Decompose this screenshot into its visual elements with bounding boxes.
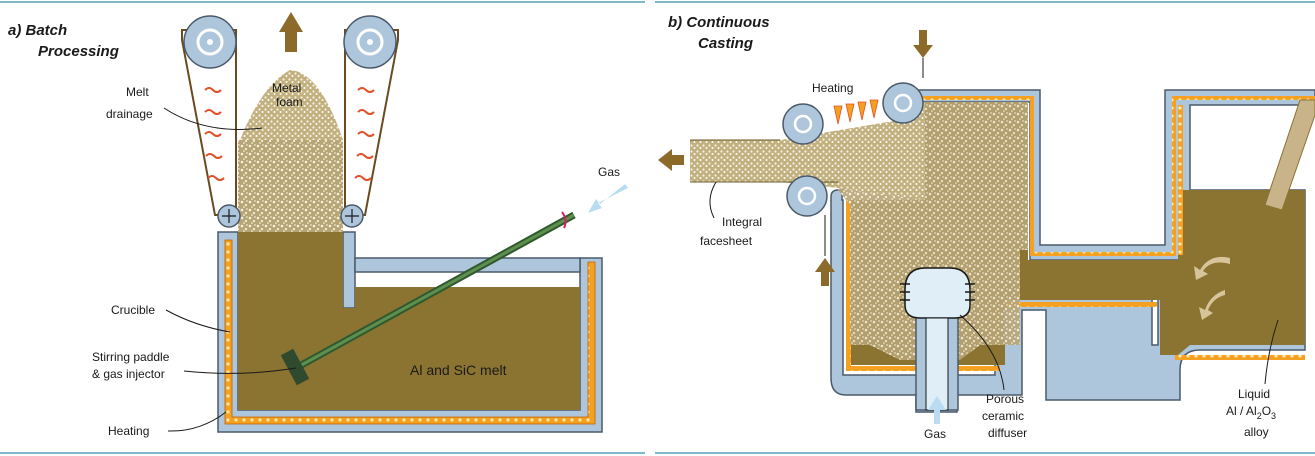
roller-b-top-right [883, 83, 923, 123]
label-porous-1: Porous [986, 392, 1025, 406]
label-metal-foam-1: Metal [272, 81, 302, 95]
roller-top-right [344, 16, 396, 68]
label-stirring-1: Stirring paddle [92, 350, 170, 364]
crucible-inner-right-wall [343, 232, 355, 308]
roller-bottom-left [218, 205, 240, 227]
panel-b-title-line2: Casting [698, 35, 754, 52]
left-arrow-icon [658, 149, 684, 171]
label-gas-b: Gas [924, 427, 947, 441]
label-heating-a: Heating [108, 424, 150, 438]
label-gas-a: Gas [598, 165, 621, 179]
label-liquid-sub2: 3 [1271, 411, 1277, 421]
label-heating-b: Heating [812, 81, 854, 95]
label-melt-drainage-1: Melt [126, 85, 149, 99]
panel-a-batch-processing [8, 12, 628, 438]
label-liquid-3: alloy [1244, 425, 1269, 439]
label-melt-drainage-2: drainage [106, 107, 153, 121]
label-integral-2: facesheet [700, 234, 753, 248]
vessel-heater-mid [1005, 302, 1157, 307]
label-porous-2: ceramic [982, 409, 1025, 423]
roller-b-top-left [783, 104, 823, 144]
panel-a-title-line1: a) Batch [8, 22, 68, 39]
label-stirring-2: & gas injector [92, 367, 165, 381]
label-integral-1: Integral [722, 215, 763, 229]
panel-b-continuous-casting [658, 14, 1315, 441]
leader-integral [710, 182, 716, 218]
label-metal-foam-2: foam [276, 95, 303, 109]
label-liquid-2 [1226, 404, 1276, 421]
roller-top-left [184, 16, 236, 68]
label-liquid-main: Al / Al [1226, 404, 1257, 418]
roller-bottom-right [341, 205, 363, 227]
gas-inlet-arrow-icon [588, 184, 628, 213]
vessel-heater-right-low [1175, 355, 1305, 360]
down-arrow-icon [913, 30, 933, 58]
label-porous-3: diffuser [988, 426, 1028, 440]
roller-b-bottom [787, 176, 827, 216]
up-arrow-icon [279, 12, 303, 52]
label-crucible: Crucible [111, 303, 156, 317]
heating-arrows-icon [834, 100, 878, 124]
label-liquid-sub: 2 [1256, 411, 1262, 421]
panel-a-title-line2: Processing [38, 43, 119, 60]
label-liquid-1: Liquid [1238, 387, 1271, 401]
panel-b-title-line1: b) Continuous [668, 14, 770, 31]
label-liquid-tail: O [1261, 404, 1272, 418]
vessel-heater-right [1178, 105, 1183, 255]
label-melt: Al and SiC melt [410, 362, 507, 378]
